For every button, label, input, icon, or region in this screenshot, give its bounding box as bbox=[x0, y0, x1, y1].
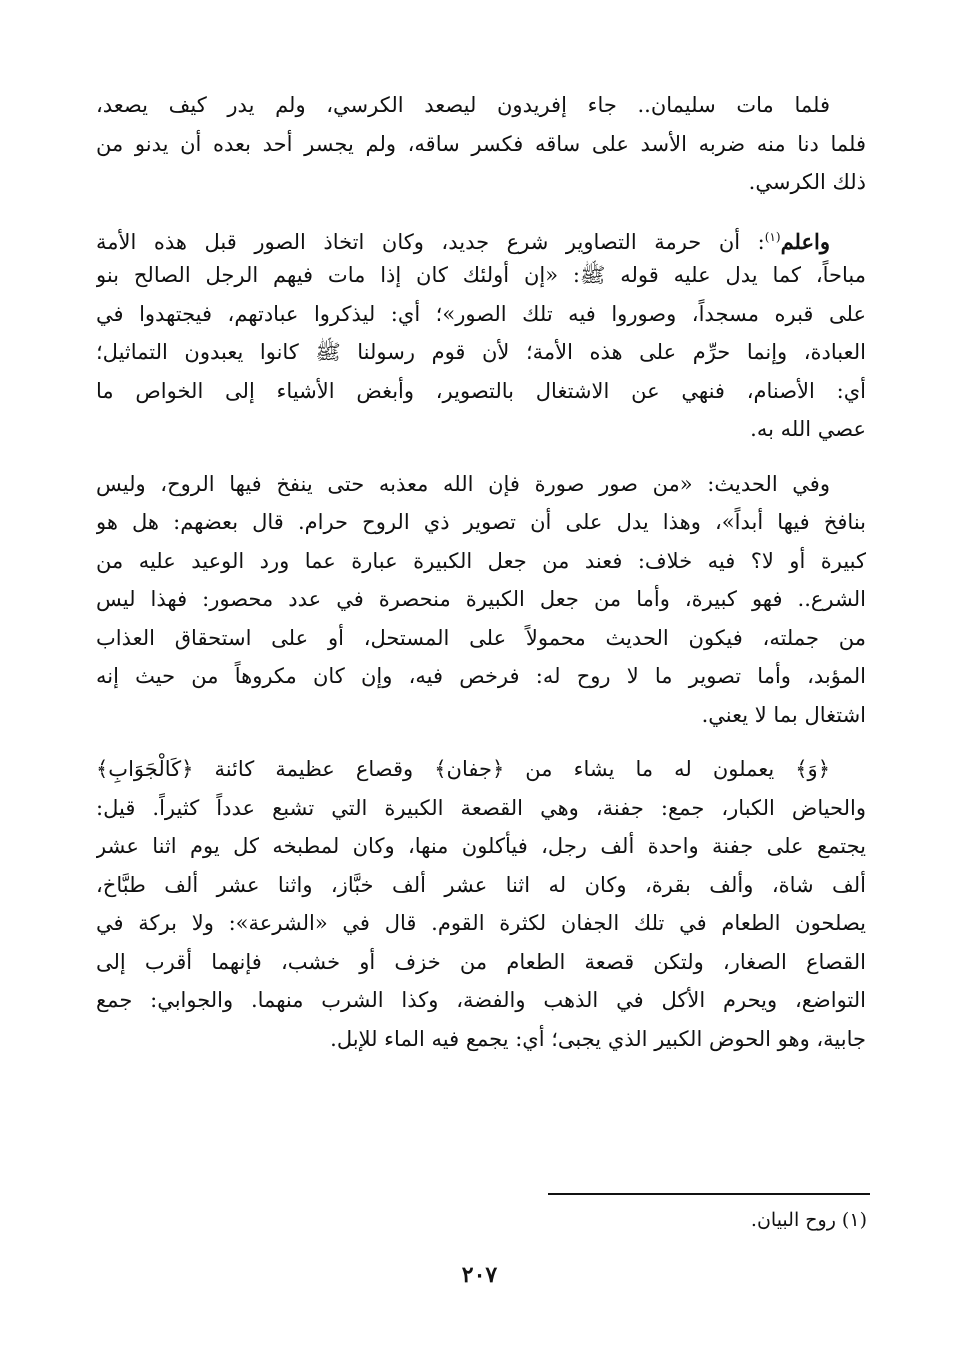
paragraph-4 bbox=[96, 750, 866, 1058]
text-line: أي: الأصنام، فنهي عن الاشتغال بالتصوير، وأبغض الأشياء إلى الخواص ما bbox=[96, 378, 866, 403]
text-line: ذلك الكرسي. bbox=[748, 170, 866, 194]
text-line: يجتمع على جفنة واحدة ألف رجل، فيأكلون منها، وكان لمطبخه كل يوم اثنا عشر bbox=[96, 834, 866, 858]
paragraph-3 bbox=[96, 465, 866, 735]
text-segment: : أن حرمة التصاوير شرع جديد، وكان اتخاذ الصور قبل هذه الأمة bbox=[96, 229, 765, 254]
text-line: التواضع، ويحرم الأكل في الذهب والفضة، وكذا الشرب منهما. والجوابي: جمع bbox=[96, 988, 866, 1012]
text-line: فلما مات سليمان.. جاء إفريدون ليصعد الكرسي، ولم يدر كيف يصعد، bbox=[96, 93, 830, 117]
text-line: المؤبد، وأما تصوير ما لا روح له: فرخص فيه، وإن كان مكروهاً من حيث إنه bbox=[96, 664, 866, 688]
text-line: من جملته، فيكون الحديث محمولاً على المستحل، أو على استحقاق العذاب bbox=[96, 625, 866, 650]
text-line: كبيرة أو لا؟ فيه خلاف: فعند من جعل الكبيرة عبارة عما ورد الوعيد عليه من bbox=[96, 548, 866, 573]
text-line: بنافخ فيها أبداً»، وهذا يدل على أن تصوير ذي الروح حرام. قال بعضهم: هل هو bbox=[96, 510, 866, 534]
text-line: والحياض الكبار، جمع: جفنة، وهي القصعة الكبيرة التي تشبع عدداً كثيراً. قيل: bbox=[96, 795, 866, 820]
text-line: مباحاً، كما يدل عليه قوله ﷺ: «إن أولئك كان إذا مات فيهم الرجل الصالح بنو bbox=[96, 263, 866, 287]
paragraph-1 bbox=[96, 86, 866, 202]
footnote-reference: (١) bbox=[764, 229, 781, 244]
text-line bbox=[96, 218, 866, 257]
text-line: فلما دنا منه ضربه الأسد على ساقه فكسر ساقه، ولم يجسر أحد بعده أن يدنو من bbox=[96, 131, 866, 156]
text-line: عصي الله به. bbox=[750, 417, 866, 441]
text-line: القصاع الصغار، ولتكن قصعة الطعام من خزف أو خشب، فإنهما أقرب إلى bbox=[96, 949, 866, 974]
lead-word: واعلم bbox=[780, 228, 830, 254]
footnote-divider bbox=[548, 1193, 870, 1195]
text-line: وفي الحديث: «من صور صورة فإن الله معذبه حتى ينفخ فيها الروح، وليس bbox=[96, 471, 830, 496]
page-body bbox=[96, 86, 866, 1074]
text-line: الشرع.. فهو كبيرة، وأما من جعل الكبيرة منحصرة في عدد محصور: فهذا ليس bbox=[96, 587, 866, 611]
paragraph-2 bbox=[96, 218, 866, 449]
text-line: على قبره مسجداً، وصوروا فيه تلك الصور»؛ أي: ليذكروا عبادتهم، فيجتهدوا في bbox=[96, 301, 866, 326]
footnote: (١) روح البيان. bbox=[750, 1209, 867, 1231]
text-line: اشتغال بما لا يعني. bbox=[701, 702, 866, 727]
text-line: العبادة، وإنما حرِّم على هذه الأمة؛ لأن قوم رسولنا ﷺ كانوا يعبدون التماثيل؛ bbox=[96, 340, 866, 364]
text-line: ﴿وَ﴾ يعملون له ما يشاء من ﴿جفان﴾ وقصاع عظيمة كائنة ﴿كَالْجَوَابِ﴾ bbox=[96, 757, 830, 781]
text-line: يصلحون الطعام في تلك الجفان لكثرة القوم. قال في «الشرعة»: ولا بركة في bbox=[96, 911, 866, 935]
text-line: ألف شاة، وألف بقرة، وكان له اثنا عشر ألف خبَّاز، واثنا عشر ألف طبَّاخ، bbox=[96, 872, 866, 897]
text-line: جابية، وهو الحوض الكبير الذي يجبى؛ أي: يجمع فيه الماء للإبل. bbox=[330, 1026, 866, 1051]
page-number: ٢٠٧ bbox=[461, 1262, 498, 1288]
